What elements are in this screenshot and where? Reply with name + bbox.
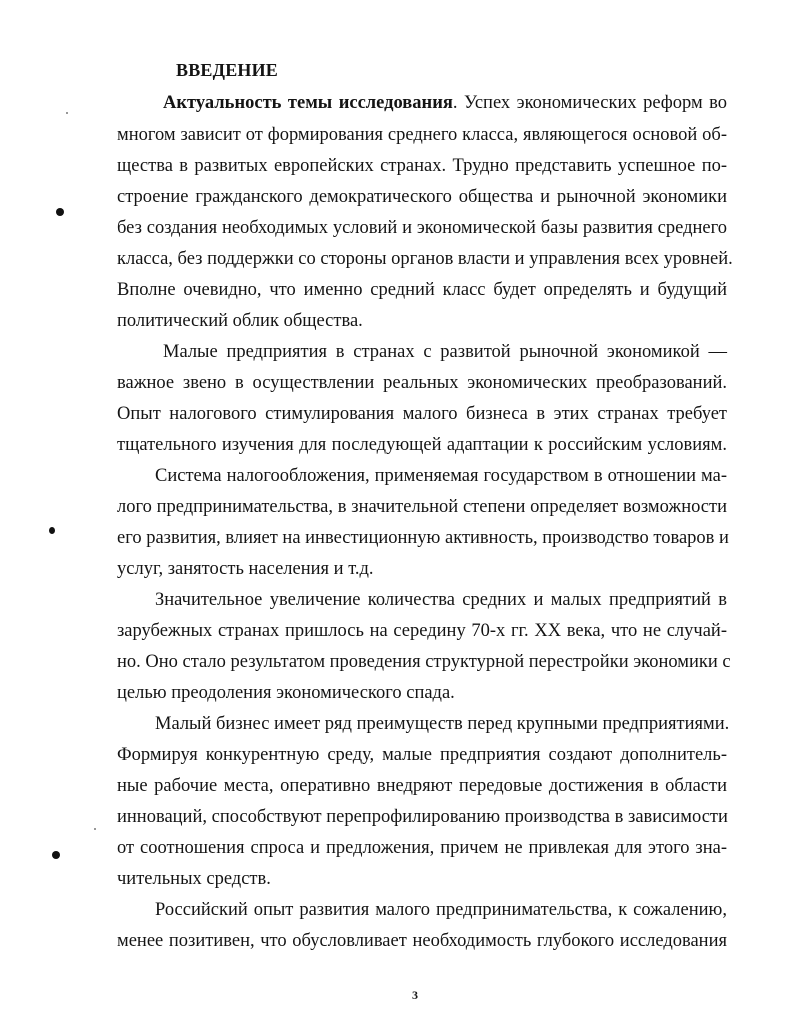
scan-dot-mark xyxy=(52,851,60,859)
text-line: без создания необходимых условий и экономической базы развития среднего xyxy=(117,218,727,238)
text-line: Вполне очевидно, что именно средний класс будет определять и будущий xyxy=(117,280,727,300)
text-line: Опыт налогового стимулирования малого бизнеса в этих странах требует xyxy=(117,404,727,424)
text-line: Значительное увеличение количества средних и малых предприятий в xyxy=(155,590,727,610)
text-line: строение гражданского демократического общества и рыночной экономики xyxy=(117,187,727,207)
scan-speck xyxy=(66,112,68,114)
text-line: целью преодоления экономического спада. xyxy=(117,683,455,703)
text-line: многом зависит от формирования среднего класса, являющегося основой об- xyxy=(117,125,727,145)
lead-rest: . Успех экономических реформ во xyxy=(452,93,727,113)
text-line-lead xyxy=(163,92,727,114)
text-line: от соотношения спроса и предложения, причем не привлекая для этого зна- xyxy=(117,838,727,858)
scan-dot-mark xyxy=(49,527,55,534)
text-line: но. Оно стало результатом проведения структурной перестройки экономики с xyxy=(117,652,731,672)
page-number: 3 xyxy=(412,988,418,1002)
text-line: услуг, занятость населения и т.д. xyxy=(117,559,374,579)
text-line: инноваций, способствуют перепрофилированию производства в зависимости xyxy=(117,807,728,827)
text-line: Малые предприятия в странах с развитой рыночной экономикой — xyxy=(163,342,727,362)
text-line: тщательного изучения для последующей адаптации к российским условиям. xyxy=(117,435,727,455)
text-line: чительных средств. xyxy=(117,869,271,889)
text-line: ные рабочие места, оперативно внедряют передовые достижения в области xyxy=(117,776,727,796)
text-line: его развития, влияет на инвестиционную активность, производство товаров и xyxy=(117,528,729,548)
page-heading: ВВЕДЕНИЕ xyxy=(176,60,279,80)
text-line: Российский опыт развития малого предпринимательства, к сожалению, xyxy=(155,900,727,920)
text-line: важное звено в осуществлении реальных экономических преобразований. xyxy=(117,373,727,393)
text-line: Система налогообложения, применяемая государством в отношении ма- xyxy=(155,466,727,486)
scan-speck xyxy=(94,828,96,830)
text-line: лого предпринимательства, в значительной степени определяет возможности xyxy=(117,497,727,517)
text-line: менее позитивен, что обусловливает необходимость глубокого исследования xyxy=(117,931,727,951)
text-line: Формируя конкурентную среду, малые предприятия создают дополнитель- xyxy=(117,745,727,765)
text-line: Малый бизнес имеет ряд преимуществ перед крупными предприятиями. xyxy=(155,714,730,734)
text-line: щества в развитых европейских странах. Трудно представить успешное по- xyxy=(117,156,727,176)
text-line: зарубежных странах пришлось на середину 70-х гг. XX века, что не случай- xyxy=(117,621,727,641)
text-line: класса, без поддержки со стороны органов власти и управления всех уровней. xyxy=(117,249,733,269)
lead-bold-title: Актуальность темы исследования xyxy=(163,93,453,113)
scan-dot-mark xyxy=(56,208,64,216)
text-line: политический облик общества. xyxy=(117,311,363,331)
